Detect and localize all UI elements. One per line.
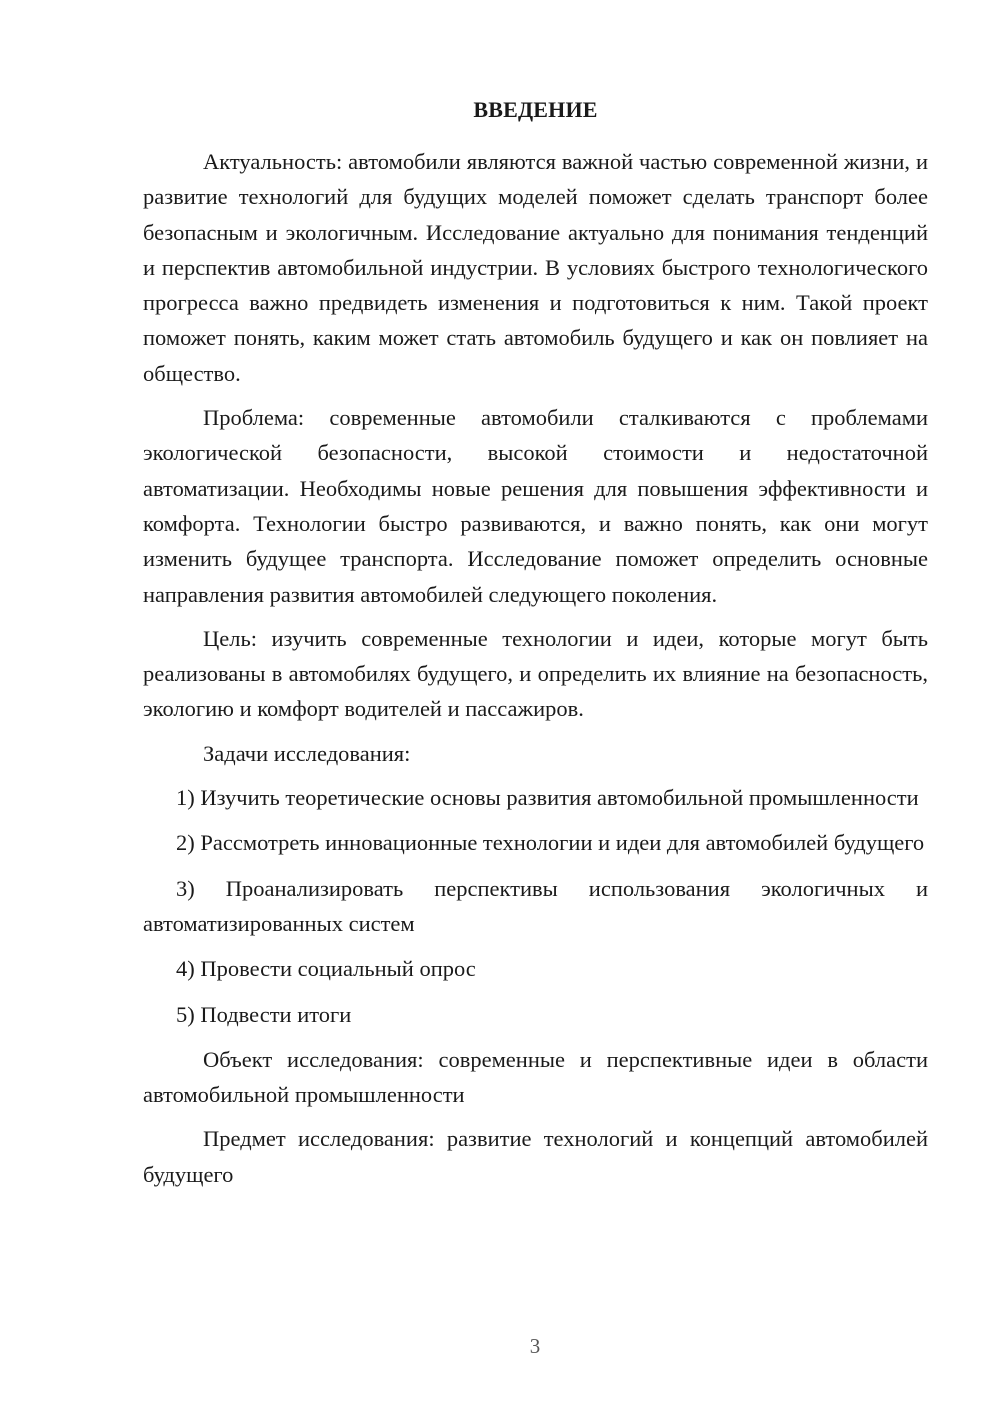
paragraph-goal: Цель: изучить современные технологии и идеи, которые могут быть реализованы в автомобилях будущего, и определить их влияние на безопасность, экологию и комфорт водителей и пассажиров. xyxy=(143,625,928,722)
tasks-heading: Задачи исследования: xyxy=(203,740,411,766)
paragraph-object: Объект исследования: современные и перспективные идеи в области автомобильной промышленности xyxy=(143,1046,928,1108)
paragraph-subject: Предмет исследования: развитие технологий и концепций автомобилей будущего xyxy=(143,1126,928,1187)
list-item: 2) Рассмотреть инновационные технологии и идеи для автомобилей будущего xyxy=(176,830,925,856)
list-item: 5) Подвести итоги xyxy=(176,1001,352,1027)
list-item: 4) Провести социальный опрос xyxy=(176,956,476,982)
list-item: 1) Изучить теоретические основы развития автомобильной промышленности xyxy=(176,785,919,811)
page-title: ВВЕДЕНИЕ xyxy=(473,97,598,122)
paragraph-relevance: Актуальность: автомобили являются важной частью современной жизни, и развитие технологий для будущих моделей поможет сделать транспорт более безопасным и экологичным. Исследование актуально для понимания тенденций и перспектив автомобильной индустрии. В условиях быстрого технологического прогресса важно предвидеть изменения и подготовиться к ним. Такой проект поможет понять, каким может стать автомобиль будущего и как он повлияет на общество. xyxy=(143,149,928,386)
paragraph-problem: Проблема: современные автомобили сталкиваются с проблемами экологической безопасности, высокой стоимости и недостаточной автоматизации. Необходимы новые решения для повышения эффективности и комфорта. Технологии быстро развиваются, и важно понять, как они могут изменить будущее транспорта. Исследование поможет определить основные направления развития автомобилей следующего поколения. xyxy=(143,405,928,607)
tasks-list xyxy=(143,780,928,1032)
list-item: 3) Проанализировать перспективы использования экологичных и автоматизированных систем xyxy=(143,875,928,936)
document-page xyxy=(143,96,928,1201)
page-number: 3 xyxy=(529,1334,541,1358)
